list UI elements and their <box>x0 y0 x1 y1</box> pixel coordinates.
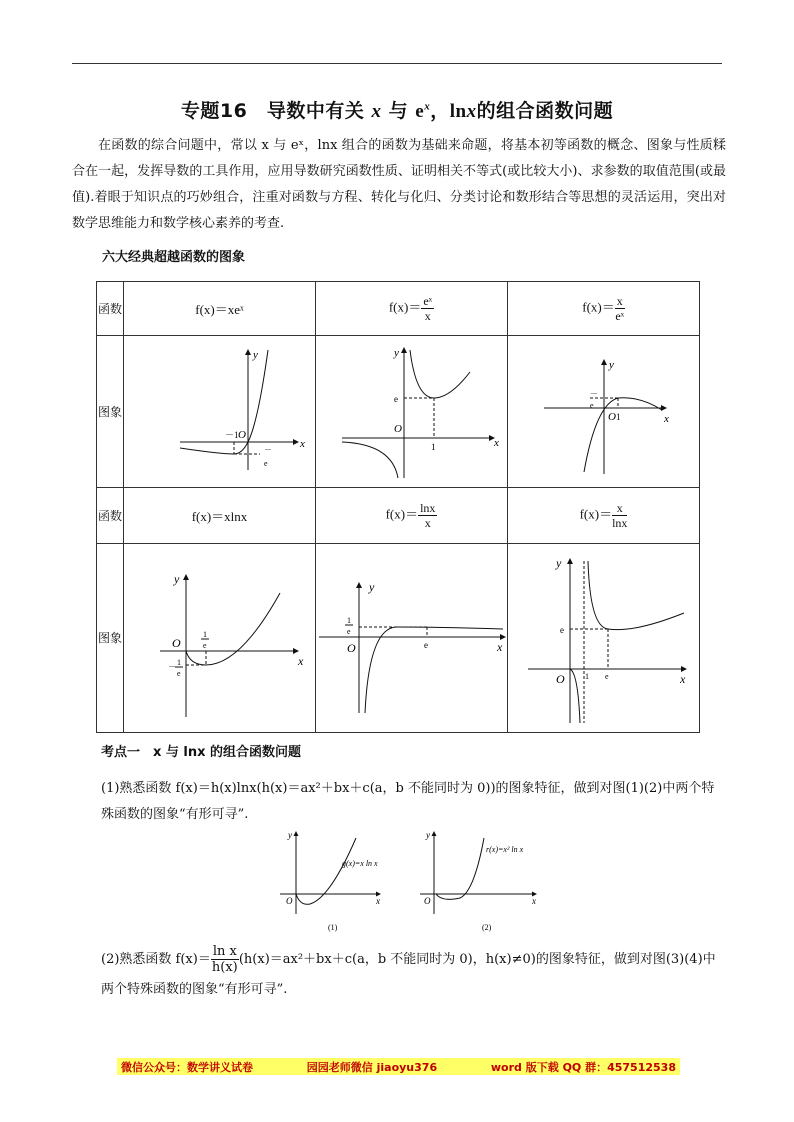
svg-text:r(x)=x² ln x: r(x)=x² ln x <box>486 845 524 854</box>
svg-text:O: O <box>607 410 616 423</box>
func-x-over-ex: f(x)＝ $\frac{x}{\text{eˣ}}$ <box>508 282 700 336</box>
svg-text:e: e <box>589 400 594 410</box>
svg-text:g(x)=x ln x: g(x)=x ln x <box>342 859 378 868</box>
graph-ex-over-x <box>316 336 508 488</box>
svg-text:－1: －1 <box>224 429 239 440</box>
svg-text:x: x <box>376 896 380 906</box>
svg-text:e: e <box>263 458 268 468</box>
svg-text:1: 1 <box>202 630 207 639</box>
svg-text:x: x <box>297 654 303 668</box>
row-label-func-2: 函数 <box>97 488 124 544</box>
row-label-graph: 图象 <box>97 336 124 488</box>
page-title: 专题16 导数中有关 x 与 $e^x$，lnx的组合函数问题 <box>180 100 614 122</box>
function-table <box>96 281 700 733</box>
footer-wechat: 微信公众号：数学讲义试卷 <box>121 1060 253 1074</box>
svg-text:x: x <box>679 671 685 686</box>
func-xex: f(x)＝xeˣ <box>124 282 316 336</box>
func-xlnx: f(x)＝xlnx <box>124 488 316 544</box>
row-label-func: 函数 <box>97 282 124 336</box>
footer-teacher: 园园老师微信 jiaoyu376 <box>306 1060 438 1074</box>
svg-text:y: y <box>368 580 374 594</box>
svg-text:O: O <box>555 671 565 686</box>
svg-text:x: x <box>493 436 499 449</box>
svg-text:O: O <box>237 428 246 441</box>
func-ex-over-x: f(x)＝ $\frac{\text{eˣ}}{x}$ <box>316 282 508 336</box>
svg-text:1: 1 <box>615 411 620 422</box>
svg-text:1: 1 <box>346 616 351 625</box>
svg-text:x: x <box>532 896 536 906</box>
svg-text:O: O <box>171 636 181 650</box>
svg-text:y: y <box>426 830 430 840</box>
graph-xex <box>124 336 316 488</box>
svg-text:y: y <box>173 572 179 586</box>
footer-qq: word 版下载 QQ 群：457512538 <box>490 1060 676 1074</box>
svg-text:1: 1 <box>584 671 589 681</box>
svg-text:－: － <box>263 444 272 454</box>
svg-text:e: e <box>423 640 428 650</box>
svg-text:－: － <box>167 662 176 671</box>
svg-text:e: e <box>176 669 181 678</box>
svg-text:e: e <box>393 393 398 404</box>
header-rule <box>72 63 722 64</box>
svg-text:e: e <box>202 641 207 650</box>
graph-x-over-lnx <box>508 544 700 733</box>
svg-text:y: y <box>393 346 399 359</box>
section-heading: 六大经典超越函数的图象 <box>102 250 246 265</box>
paragraph-1: (1)熟悉函数 f(x)＝h(x)lnx(h(x)＝ax²＋bx＋c(a，b 不能同时为 0))的图象特征，做到对图(1)(2)中两个特殊函数的图象“有形可寻”. <box>101 781 715 822</box>
func-x-over-lnx: f(x)＝ $\frac{x}{\ln x}$ <box>508 488 700 544</box>
svg-text:O: O <box>424 896 431 906</box>
paragraph-2: (2)熟悉函数 f(x)＝ $\frac{\text{ln x}}{h(x)}$ (h(x)＝ax²＋bx＋c(a，b 不能同时为 0)，h(x)≠0)的图象特征，做到对图(3)(4)中两个特殊函数的图象“有形可寻”. <box>101 944 716 997</box>
row-label-graph-2: 图象 <box>97 544 124 733</box>
svg-text:O: O <box>393 422 402 435</box>
intro-paragraph: 在函数的综合问题中，常以 x 与 eˣ，lnx 组合的函数为基础来命题，将基本初等函数的概念、图象与性质糅合在一起，发挥导数的工具作用，应用导数研究函数性质、证明相关不等式(或比较大小)、求参数的取值范围(或最值).着眼于知识点的巧妙组合，注重对函数与方程、转化与化归、分类讨论和数形结合等思想的灵活运用，突出对数学思维能力和数学核心素养的考查. <box>72 138 726 231</box>
svg-text:y: y <box>608 358 614 371</box>
svg-text:x: x <box>663 412 669 425</box>
graph-x-over-ex <box>508 336 700 488</box>
footer-banner <box>117 1058 680 1075</box>
svg-text:1: 1 <box>176 658 181 667</box>
svg-text:y: y <box>288 830 292 840</box>
svg-text:y: y <box>555 555 561 570</box>
svg-text:O: O <box>286 896 293 906</box>
figures-1-2 <box>270 828 570 938</box>
kaodian-heading: 考点一 x 与 lnx 的组合函数问题 <box>101 745 302 760</box>
svg-text:e: e <box>604 671 609 681</box>
svg-text:(2): (2) <box>482 923 492 932</box>
svg-text:O: O <box>346 641 356 655</box>
svg-text:e: e <box>559 624 564 635</box>
graph-xlnx <box>124 544 316 733</box>
svg-text:－: － <box>589 388 598 398</box>
func-lnx-over-x: f(x)＝ $\frac{\ln x}{x}$ <box>316 488 508 544</box>
graph-lnx-over-x <box>316 544 508 733</box>
svg-text:1: 1 <box>430 441 435 452</box>
svg-text:x: x <box>496 640 502 654</box>
svg-text:y: y <box>252 348 258 361</box>
svg-text:x: x <box>299 437 305 450</box>
svg-text:(1): (1) <box>328 923 338 932</box>
svg-text:e: e <box>346 627 351 636</box>
